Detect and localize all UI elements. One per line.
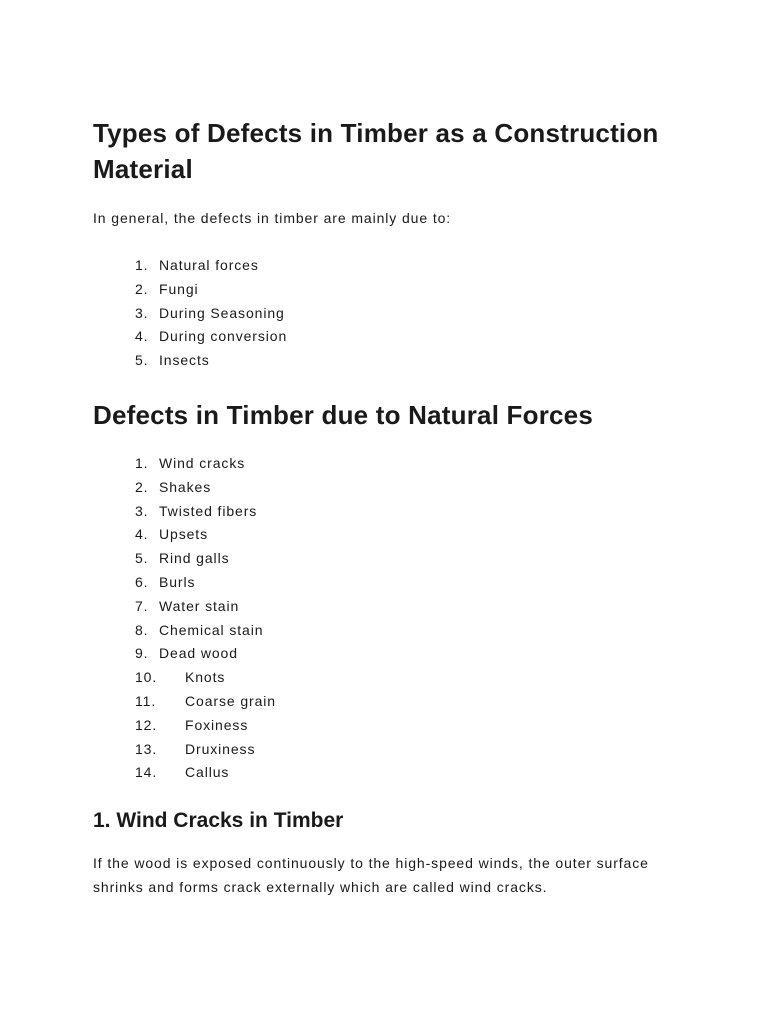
list-item	[93, 571, 653, 595]
list-number: 14.	[135, 764, 158, 781]
list-number: 3.	[135, 502, 149, 519]
list-item	[93, 254, 653, 278]
list-text: Twisted fibers	[159, 502, 258, 519]
list-item	[93, 278, 653, 302]
list-number: 1.	[135, 455, 149, 471]
list-item	[93, 738, 653, 762]
list-number: 10.	[135, 669, 158, 686]
list-number: 11.	[135, 692, 157, 709]
list-item	[93, 666, 653, 690]
list-number: 5.	[135, 550, 149, 567]
list-number: 12.	[135, 716, 158, 733]
list-text: Foxiness	[185, 716, 249, 733]
list-item	[93, 761, 653, 785]
list-number: 2.	[135, 478, 149, 495]
list-item	[93, 500, 653, 524]
body-paragraph: If the wood is exposed continuously to the high-speed winds, the outer surface shrinks and forms crack externally which are called wind cracks.	[93, 855, 649, 895]
list-number: 13.	[135, 740, 158, 757]
list-text: During Seasoning	[159, 304, 285, 321]
list-item	[93, 642, 653, 666]
list-item	[93, 690, 653, 714]
list-item	[93, 452, 653, 476]
list-text: Druxiness	[185, 740, 256, 757]
list-text: Rind galls	[159, 550, 230, 567]
subsection-heading: 1. Wind Cracks in Timber	[93, 809, 344, 832]
list-text: Callus	[185, 764, 230, 781]
list-item	[93, 523, 653, 547]
list-number: 6.	[135, 573, 149, 590]
intro-text: In general, the defects in timber are mainly due to:	[93, 210, 452, 226]
list-text: Dead wood	[159, 645, 238, 662]
list-item	[93, 476, 653, 500]
list-text: Natural forces	[159, 257, 259, 273]
list-item	[93, 325, 653, 349]
list-text: Coarse grain	[185, 692, 276, 709]
list-text: Knots	[185, 669, 226, 686]
list-item	[93, 302, 653, 326]
list-text: Shakes	[159, 478, 212, 495]
list-number: 5.	[135, 352, 149, 369]
natural-defects-list	[93, 452, 653, 785]
list-number: 9.	[135, 645, 149, 662]
list-item	[93, 619, 653, 643]
list-number: 7.	[135, 597, 149, 614]
list-number: 3.	[135, 304, 149, 321]
list-text: Chemical stain	[159, 621, 264, 638]
section-heading: Defects in Timber due to Natural Forces	[93, 400, 593, 430]
list-text: Wind cracks	[159, 455, 246, 471]
list-item	[93, 595, 653, 619]
list-text: During conversion	[159, 328, 288, 345]
list-text: Burls	[159, 573, 196, 590]
list-number: 2.	[135, 280, 149, 297]
list-text: Fungi	[159, 280, 199, 297]
list-text: Insects	[159, 352, 210, 369]
list-text: Water stain	[159, 597, 240, 614]
list-number: 4.	[135, 328, 149, 345]
list-number: 8.	[135, 621, 149, 638]
causes-list	[93, 254, 653, 373]
list-number: 4.	[135, 526, 149, 543]
document-title: Types of Defects in Timber as a Construction Material	[93, 118, 659, 184]
list-item	[93, 547, 653, 571]
list-item	[93, 714, 653, 738]
list-item	[93, 349, 653, 373]
list-number: 1.	[135, 257, 149, 273]
list-text: Upsets	[159, 526, 208, 543]
